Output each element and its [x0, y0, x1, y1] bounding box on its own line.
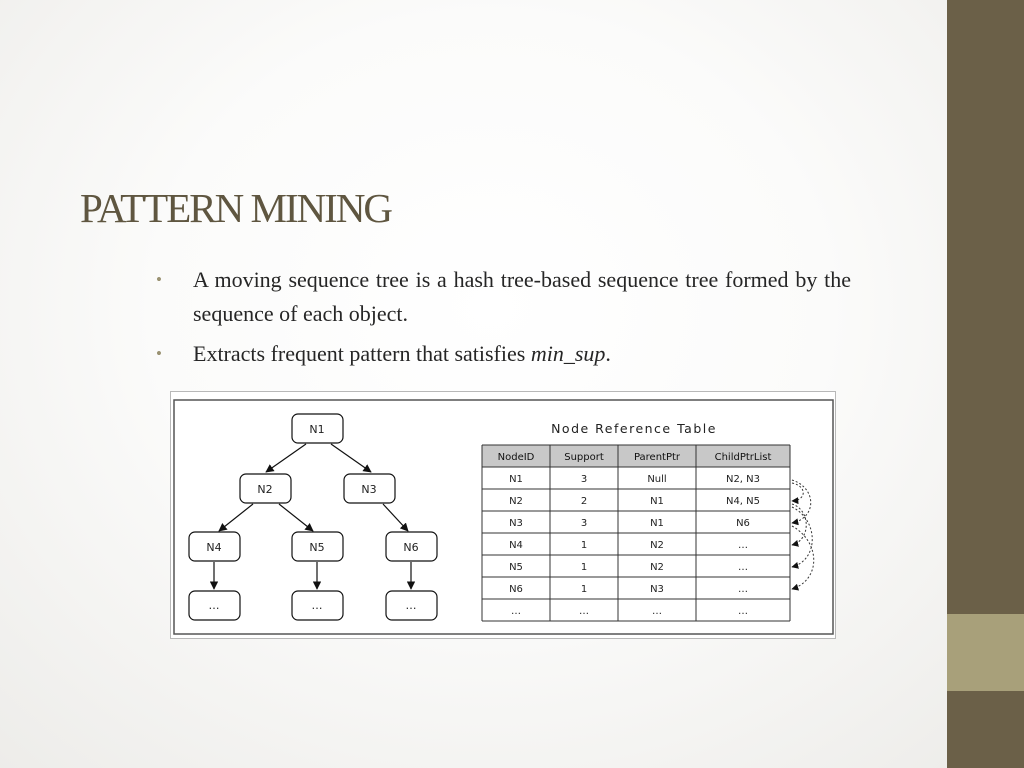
table-cell: N2 — [650, 562, 664, 573]
table-cell: N1 — [509, 474, 523, 485]
table-cell: N2 — [650, 540, 664, 551]
table-cell: … — [652, 606, 662, 617]
table-cell: N4 — [509, 540, 523, 551]
table-header-cell: Support — [564, 452, 604, 463]
bullet-text: Extracts frequent pattern that satisfies — [193, 341, 531, 366]
bullet-item — [156, 337, 851, 371]
table-cell: 1 — [580, 584, 588, 595]
tree-edges — [214, 444, 411, 589]
table-cell: 1 — [580, 562, 588, 573]
table-cell: 2 — [580, 496, 588, 507]
edge-n2-n5 — [279, 504, 313, 531]
tree-node-label: N1 — [309, 423, 325, 436]
pointer-arrow — [792, 483, 803, 501]
table-cell: … — [738, 562, 748, 573]
table-cell: 3 — [580, 474, 588, 485]
tree-node-label: N6 — [403, 541, 419, 554]
sequence-tree-figure — [170, 391, 836, 639]
table-cell: 3 — [580, 518, 588, 529]
table-cell: N4, N5 — [725, 496, 761, 507]
pointer-arrow — [792, 480, 811, 523]
edge-n3-n6 — [383, 504, 408, 531]
tree-node-label: N5 — [309, 541, 325, 554]
decorative-sidebar-accent — [947, 614, 1024, 691]
pointer-arrow — [792, 507, 812, 567]
bullet-list — [156, 263, 851, 377]
edge-n1-n2 — [266, 444, 306, 472]
table-cell: N5 — [509, 562, 523, 573]
bullet-text-end: . — [605, 341, 611, 366]
table-cell: … — [738, 606, 748, 617]
table-header-cell: ParentPtr — [633, 452, 681, 463]
table-cell: … — [738, 540, 748, 551]
table-cell: … — [511, 606, 521, 617]
table-cell: N3 — [650, 584, 664, 595]
edge-n2-n4 — [219, 504, 253, 531]
bullet-text: A moving sequence tree is a hash tree-based sequence tree formed by the sequence of each object. — [193, 267, 851, 326]
bullet-item — [156, 263, 851, 331]
tree-node-label: N3 — [361, 483, 377, 496]
node-reference-table — [482, 445, 790, 621]
bullet-dot-icon: • — [156, 344, 162, 363]
edge-n1-n3 — [331, 444, 371, 472]
table-cell: N1 — [650, 496, 664, 507]
bullet-dot-icon: • — [156, 270, 162, 289]
tree-nodes — [189, 414, 437, 620]
bullet-text-italic: min_sup — [530, 341, 606, 366]
table-cell: 1 — [580, 540, 588, 551]
slide-title: PATTERN MINING — [80, 185, 392, 231]
table-cell: Null — [647, 474, 667, 485]
pointer-arrow — [792, 526, 814, 589]
table-cell: N1 — [650, 518, 664, 529]
table-cell: … — [579, 606, 589, 617]
table-cell: … — [738, 584, 748, 595]
tree-node-label: N4 — [206, 541, 222, 554]
tree-node-label: N2 — [257, 483, 273, 496]
tree-leaf-label: … — [311, 599, 323, 612]
table-header-cell: NodeID — [497, 452, 535, 463]
table-header-cell: ChildPtrList — [714, 452, 772, 463]
tree-leaf-label: … — [405, 599, 417, 612]
table-cell: N6 — [509, 584, 523, 595]
pointer-arrow — [792, 504, 806, 545]
figure-svg — [171, 392, 835, 638]
table-cell: N6 — [736, 518, 750, 529]
table-cell: N3 — [509, 518, 523, 529]
child-pointer-arrows — [792, 480, 814, 589]
tree-labels — [206, 423, 418, 612]
tree-leaf-label: … — [208, 599, 220, 612]
table-cell: N2, N3 — [725, 474, 761, 485]
table-cell: N2 — [509, 496, 523, 507]
table-title: Node Reference Table — [551, 421, 717, 436]
